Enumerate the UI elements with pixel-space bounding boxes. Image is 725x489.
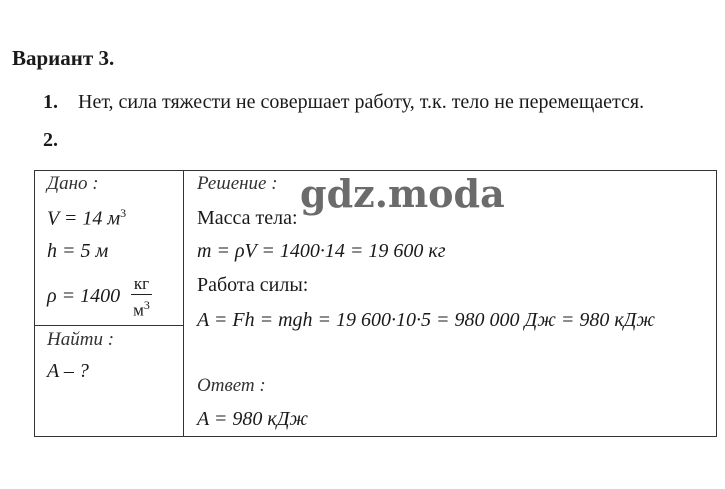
question-2-number: 2. — [43, 129, 58, 151]
density-unit-fraction: $\frac{кг}{м^3}$ — [133, 274, 150, 320]
given-density: ρ = 1400 $\frac{кг}{м^3}$ — [47, 274, 150, 320]
mass-formula: m = ρV = 1400·14 = 19 600 кг — [197, 240, 446, 262]
question-1-number: 1. — [43, 91, 58, 113]
find-title: Найти : — [47, 329, 115, 350]
variant-heading: Вариант 3. — [12, 46, 115, 70]
find-value: A – ? — [47, 360, 89, 382]
mass-label: Масса тела: — [197, 207, 298, 229]
given-volume: V = 14 $м^3$ — [47, 206, 127, 230]
given-height: h = 5 м — [47, 240, 109, 262]
given-title: Дано : — [47, 173, 99, 194]
question-1-answer: Нет, сила тяжести не совершает работу, т.к. тело не перемещается. — [78, 91, 645, 113]
work-formula: A = Fh = mgh = 19 600·10·5 = 980 000 Дж = 980 кДж — [197, 309, 656, 331]
answer-value: A = 980 кДж — [197, 408, 309, 430]
watermark-logo: gdz.moda — [300, 171, 505, 216]
solution-title: Решение : — [197, 173, 278, 194]
work-label: Работа силы: — [197, 274, 309, 296]
answer-title: Ответ : — [197, 375, 266, 396]
